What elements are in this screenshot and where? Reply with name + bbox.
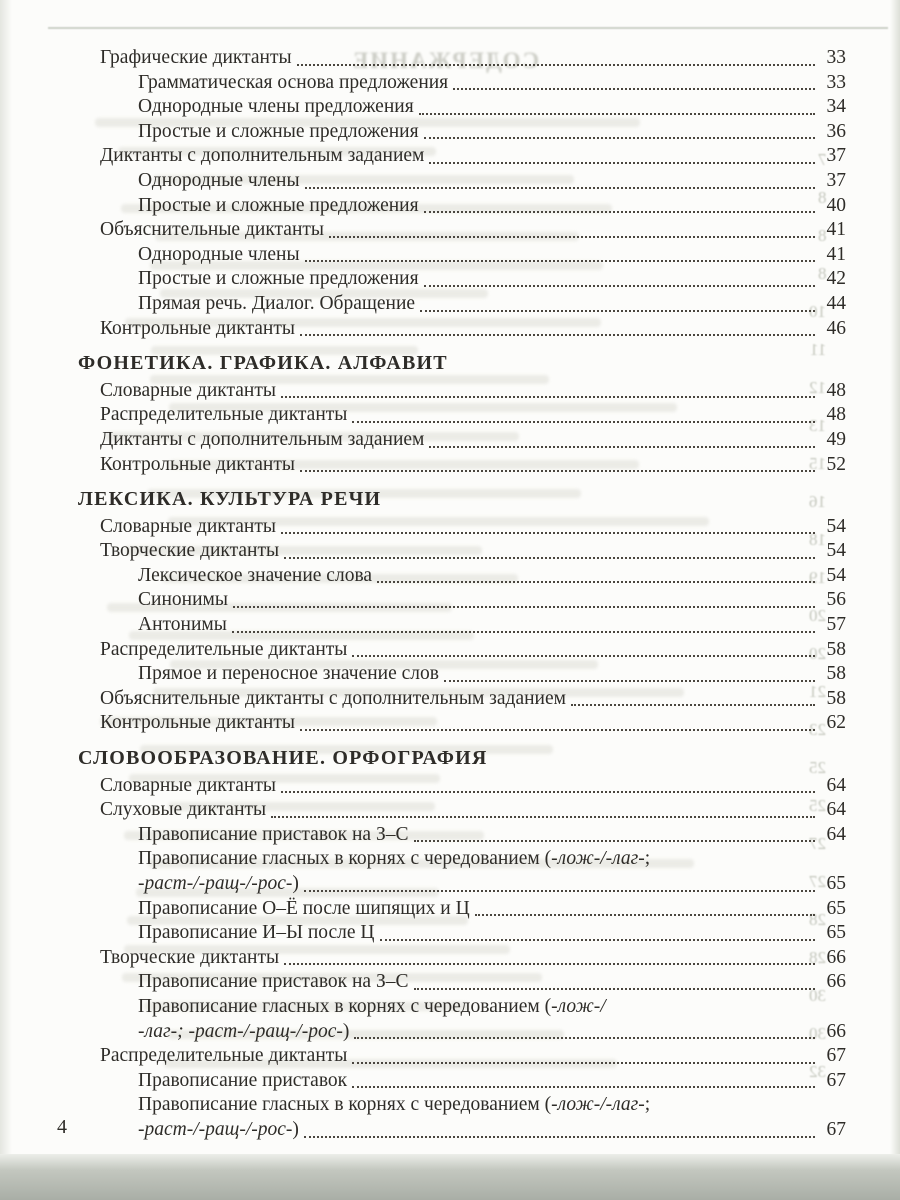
toc-entry-text: Диктанты с дополнительным заданием — [100, 428, 425, 450]
toc-entry-text: Контрольные диктанты — [100, 712, 295, 734]
toc-entry-text: Диктанты с дополнительным заданием — [100, 145, 425, 167]
toc-entry-text: Антонимы — [138, 614, 227, 636]
toc-page-number: 54 — [826, 540, 846, 562]
toc-entry — [78, 1118, 846, 1143]
dot-leader — [424, 206, 815, 213]
bleedthrough-page-number: 23 — [809, 720, 826, 739]
toc-page-number: 58 — [826, 638, 846, 660]
toc-entry — [78, 823, 846, 848]
bleedthrough-page-number: 11 — [809, 340, 826, 359]
toc-entry — [78, 711, 846, 736]
toc-entry-text: Правописание гласных в корнях с чередованием (-лож-/ — [138, 995, 606, 1017]
toc-entry-text: -раст-/-ращ-/-рос-) — [138, 1118, 299, 1140]
toc-page-number: 36 — [826, 120, 846, 142]
dot-leader — [453, 83, 815, 90]
bleedthrough-page-number: 30 — [809, 986, 826, 1005]
toc-entry-text: Распределительные диктанты — [100, 638, 348, 660]
bleedthrough-page-number: 8 — [817, 264, 826, 283]
bleedthrough-page-number: 25 — [809, 758, 826, 777]
dot-leader — [284, 552, 815, 559]
dot-leader — [271, 811, 815, 818]
dot-leader — [281, 786, 815, 793]
toc-entry-text: Правописание О–Ё после шипящих и Ц — [138, 897, 470, 919]
toc-entry-text: Объяснительные диктанты — [100, 219, 325, 241]
toc-entry — [78, 1093, 846, 1118]
bleedthrough-page-number: 16 — [809, 492, 826, 511]
page-right-edge — [890, 0, 900, 1154]
toc-entry-text: Простые и сложные предложения — [138, 268, 419, 290]
dot-leader — [414, 983, 816, 990]
toc-entry-text: ЛЕКСИКА. КУЛЬТУРА РЕЧИ — [78, 488, 382, 511]
dot-leader — [377, 576, 815, 583]
dot-leader — [300, 724, 815, 731]
toc-entry-text: СЛОВООБРАЗОВАНИЕ. ОРФОГРАФИЯ — [78, 747, 488, 770]
dot-leader — [304, 1131, 815, 1138]
toc-entry-text: Грамматическая основа предложения — [138, 71, 449, 93]
toc-entry — [78, 1044, 846, 1069]
bleedthrough-page-number: 20 — [809, 606, 826, 625]
bleedthrough-page-number: 15 — [809, 454, 826, 473]
bleedthrough-page-number: 10 — [809, 302, 826, 321]
toc-page-number: 41 — [826, 219, 846, 241]
dot-leader — [233, 601, 815, 608]
toc-entry — [78, 687, 846, 712]
toc-entry-text: Синонимы — [138, 589, 228, 611]
toc-entry-text: Однородные члены — [138, 169, 300, 191]
toc-page-number: 64 — [826, 823, 846, 845]
toc-entry-text: Творческие диктанты — [100, 540, 280, 562]
bleedthrough-page-number: 30 — [809, 1024, 826, 1043]
toc-entry — [78, 638, 846, 663]
toc-entry — [78, 613, 846, 638]
bleedthrough-page-number: 32 — [809, 1062, 826, 1081]
toc-page-number: 33 — [826, 71, 846, 93]
toc-entry — [78, 897, 846, 922]
toc-page-number: 62 — [826, 712, 846, 734]
bleedthrough-page-number: 8 — [817, 226, 826, 245]
toc-entry-text: Слуховые диктанты — [100, 799, 267, 821]
bleedthrough-page-number: 25 — [809, 796, 826, 815]
dot-leader — [380, 934, 815, 941]
toc-entry — [78, 847, 846, 872]
toc-page-number: 58 — [826, 663, 846, 685]
scan-bottom-edge — [0, 1154, 900, 1200]
toc-page-number: 66 — [826, 946, 846, 968]
toc-entry-text: Простые и сложные предложения — [138, 120, 419, 142]
toc-entry-text: -раст-/-ращ-/-рос-) — [138, 873, 299, 894]
toc-page-number: 48 — [826, 379, 846, 401]
toc-page-number: 37 — [826, 145, 846, 167]
toc-section-heading — [78, 487, 846, 512]
toc-entry-text: Творческие диктанты — [100, 946, 280, 968]
toc-entry — [78, 564, 846, 589]
toc-page-number: 66 — [826, 1020, 846, 1042]
dot-leader — [305, 255, 815, 262]
toc-entry — [78, 144, 846, 169]
bleedthrough-page-number: 27 — [809, 872, 826, 891]
dot-leader — [304, 885, 815, 892]
dot-leader — [571, 699, 815, 706]
toc-page-number: 65 — [826, 873, 846, 894]
toc-page-number: 66 — [826, 971, 846, 993]
toc-entry — [78, 292, 846, 317]
toc-page-number: 65 — [826, 922, 846, 944]
dot-leader — [284, 958, 815, 965]
toc-entry — [78, 539, 846, 564]
toc-entry — [78, 921, 846, 946]
toc-entry — [78, 588, 846, 613]
toc-entry — [78, 71, 846, 96]
dot-leader — [232, 626, 815, 633]
toc-section-heading — [78, 746, 846, 771]
toc-page-number: 48 — [826, 404, 846, 426]
dot-leader — [429, 441, 815, 448]
toc-entry-text: Правописание приставок на З–С — [138, 823, 409, 845]
toc-entry-text: Графические диктанты — [100, 47, 292, 68]
toc-page-number: 54 — [826, 515, 846, 537]
bleedthrough-page-number: 12 — [809, 378, 826, 397]
dot-leader — [354, 1032, 815, 1039]
toc-entry — [78, 515, 846, 540]
toc-entry — [78, 774, 846, 799]
toc-list — [78, 46, 846, 1143]
toc-page-number: 67 — [826, 1045, 846, 1067]
dot-leader — [414, 835, 816, 842]
bleedthrough-page-number: 8 — [817, 188, 826, 207]
dot-leader — [352, 416, 815, 423]
dot-leader — [420, 305, 815, 312]
toc-entry — [78, 662, 846, 687]
bleedthrough-page-number: 27 — [809, 834, 826, 853]
toc-entry — [78, 946, 846, 971]
toc-page-number: 40 — [826, 194, 846, 216]
toc-page-number: 52 — [826, 453, 846, 475]
dot-leader — [352, 650, 815, 657]
toc-page-number: 44 — [826, 292, 846, 314]
dot-leader — [305, 182, 815, 189]
toc-entry-text: Объяснительные диктанты с дополнительным заданием — [100, 687, 566, 709]
toc-entry — [78, 1069, 846, 1094]
toc-entry — [78, 243, 846, 268]
toc-entry — [78, 403, 846, 428]
toc-entry-text: Правописание приставок — [138, 1069, 348, 1091]
toc-page-number: 64 — [826, 774, 846, 796]
toc-page-number: 41 — [826, 243, 846, 265]
toc-entry — [78, 872, 846, 897]
toc-page-number: 64 — [826, 799, 846, 821]
toc-entry — [78, 379, 846, 404]
toc-entry — [78, 995, 846, 1020]
toc-page-number: 37 — [826, 169, 846, 191]
bleedthrough-page-number: 28 — [809, 910, 826, 929]
dot-leader — [475, 909, 815, 916]
toc-page-number: 57 — [826, 614, 846, 636]
bleedthrough-page-number: 21 — [809, 682, 826, 701]
folio-page-number: 4 — [57, 1116, 67, 1138]
page-left-edge — [0, 0, 12, 1154]
toc-entry-text: Правописание И–Ы после Ц — [138, 922, 375, 944]
toc-entry-text: Прямое и переносное значение слов — [138, 663, 439, 685]
toc-page-number: 33 — [826, 47, 846, 68]
dot-leader — [424, 280, 815, 287]
dot-leader — [300, 329, 815, 336]
toc-entry — [78, 267, 846, 292]
toc-entry — [78, 428, 846, 453]
toc-page-number: 65 — [826, 897, 846, 919]
dot-leader — [352, 1057, 815, 1064]
toc-entry — [78, 317, 846, 342]
dot-leader — [352, 1081, 815, 1088]
bleedthrough-page-number: 19 — [809, 568, 826, 587]
toc-entry-text: Словарные диктанты — [100, 774, 276, 796]
toc-entry-text: Лексическое значение слова — [138, 564, 373, 586]
toc-entry-text: Правописание приставок на З–С — [138, 971, 409, 993]
toc-entry-text: Контрольные диктанты — [100, 453, 295, 475]
toc-entry — [78, 120, 846, 145]
dot-leader — [419, 108, 815, 115]
dot-leader — [329, 231, 815, 238]
toc-entry-text: Словарные диктанты — [100, 379, 276, 401]
toc-entry-text: Контрольные диктанты — [100, 317, 295, 339]
toc-entry-text: Простые и сложные предложения — [138, 194, 419, 216]
dot-leader — [297, 59, 815, 66]
dot-leader — [281, 527, 815, 534]
toc-entry-text: Распределительные диктанты — [100, 404, 348, 426]
toc-page-number: 46 — [826, 317, 846, 339]
toc-page-number: 34 — [826, 96, 846, 118]
dot-leader — [444, 675, 815, 682]
toc-page-number: 54 — [826, 564, 846, 586]
dot-leader — [281, 391, 815, 398]
toc-page-number: 67 — [826, 1118, 846, 1140]
toc-entry — [78, 218, 846, 243]
toc-entry — [78, 1020, 846, 1045]
toc-page-number: 67 — [826, 1069, 846, 1091]
toc-entry-text: Распределительные диктанты — [100, 1045, 348, 1067]
dot-leader — [300, 465, 815, 472]
bleedthrough-title: СОДЕРЖАНИЕ — [350, 48, 540, 73]
toc-page-number: 58 — [826, 687, 846, 709]
bleedthrough-page-number: 13 — [809, 416, 826, 435]
toc-entry-text: Однородные члены предложения — [138, 96, 414, 118]
toc-page-number: 42 — [826, 268, 846, 290]
dot-leader — [424, 132, 815, 139]
page-top-edge — [48, 27, 888, 29]
toc-entry-text: Правописание гласных в корнях с чередованием (-лож-/-лаг-; — [138, 848, 651, 870]
toc-entry-text: Однородные члены — [138, 243, 300, 265]
toc-entry-text: ФОНЕТИКА. ГРАФИКА. АЛФАВИТ — [78, 352, 448, 375]
toc-entry — [78, 970, 846, 995]
toc-entry-text: Правописание гласных в корнях с чередованием (-лож-/-лаг-; — [138, 1094, 651, 1116]
toc-entry — [78, 194, 846, 219]
toc-entry-text: Прямая речь. Диалог. Обращение — [138, 292, 416, 314]
bleedthrough-page-number: 18 — [809, 530, 826, 549]
bleedthrough-page-number: 20 — [809, 644, 826, 663]
dot-leader — [429, 157, 815, 164]
toc-entry — [78, 453, 846, 478]
toc-entry — [78, 46, 846, 71]
toc-entry-text: -лаг-; -раст-/-ращ-/-рос-) — [138, 1020, 350, 1042]
toc-page-number: 56 — [826, 589, 846, 611]
toc-section-heading — [78, 351, 846, 376]
toc-entry — [78, 95, 846, 120]
toc-page-number: 49 — [826, 428, 846, 450]
bleedthrough-page-number: 28 — [809, 948, 826, 967]
toc-entry — [78, 169, 846, 194]
toc-entry-text: Словарные диктанты — [100, 515, 276, 537]
bleedthrough-page-number: 7 — [817, 150, 826, 169]
toc-entry — [78, 798, 846, 823]
